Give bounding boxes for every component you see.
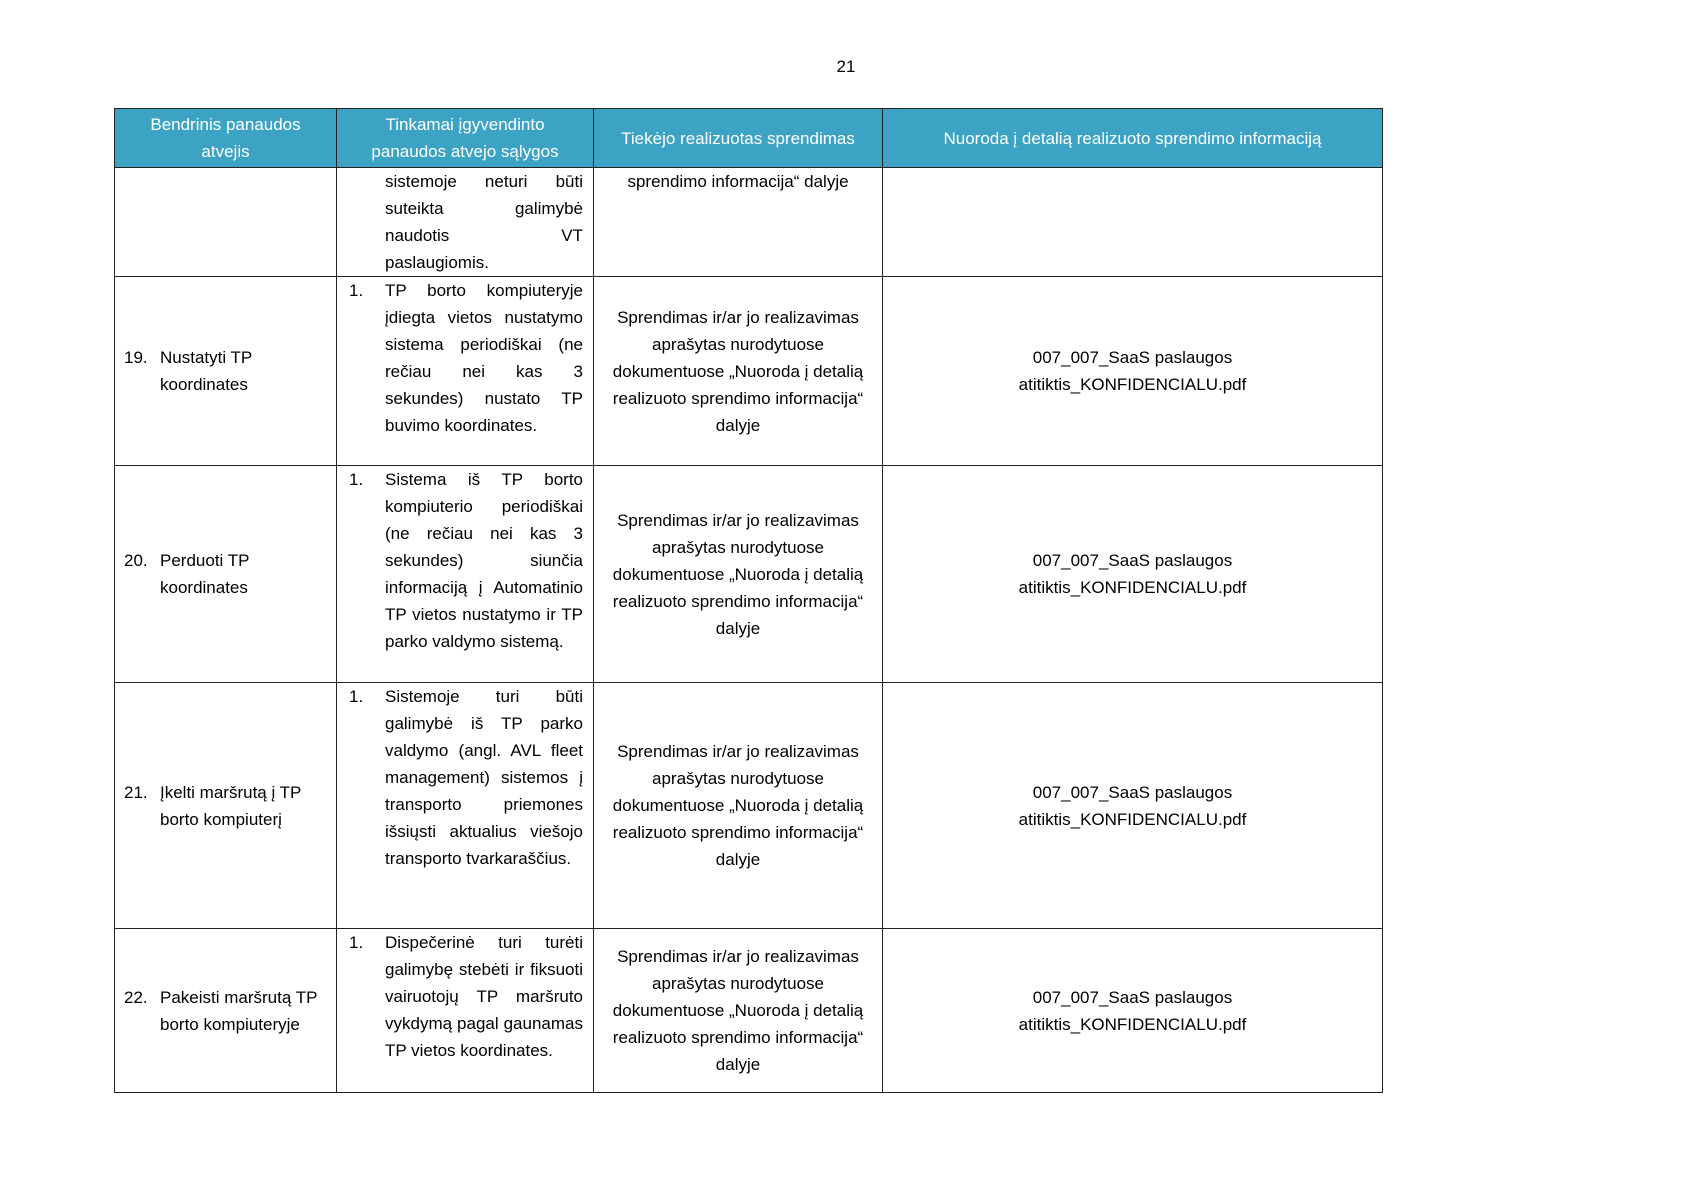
use-case-number: 19. bbox=[124, 348, 148, 367]
link-cell bbox=[883, 277, 1383, 466]
link-cell bbox=[883, 466, 1383, 683]
solution-text: Sprendimas ir/ar jo realizavimas aprašytas nurodytuose dokumentuose „Nuoroda į detalią realizuoto sprendimo informacija“ dalyje bbox=[612, 947, 864, 1074]
conditions-cell bbox=[337, 929, 594, 1093]
use-case-cell bbox=[115, 929, 337, 1093]
use-case-title: Perduoti TP koordinates bbox=[160, 551, 250, 597]
conditions-cell bbox=[337, 683, 594, 929]
header-use-case: Bendrinis panaudos atvejis bbox=[115, 109, 337, 168]
use-case-number: 21. bbox=[124, 782, 148, 802]
solution-cell bbox=[594, 466, 883, 683]
solution-text: Sprendimas ir/ar jo realizavimas aprašytas nurodytuose dokumentuose „Nuoroda į detalią realizuoto sprendimo informacija“ dalyje bbox=[612, 742, 864, 869]
document-link: 007_007_SaaS paslaugos atitiktis_KONFIDENCIALU.pdf bbox=[1018, 551, 1247, 597]
link-cell bbox=[883, 929, 1383, 1093]
conditions-text: sistemoje neturi būti suteikta galimybė naudotis VT paslaugiomis. bbox=[385, 172, 583, 272]
table-row bbox=[115, 168, 1383, 277]
header-conditions: Tinkamai įgyvendinto panaudos atvejo sąlygos bbox=[337, 109, 594, 168]
conditions-cell bbox=[337, 168, 594, 277]
condition-number: 1. bbox=[349, 687, 364, 706]
document-link: 007_007_SaaS paslaugos atitiktis_KONFIDENCIALU.pdf bbox=[1018, 782, 1247, 829]
conditions-text: Sistema iš TP borto kompiuterio periodiškai (ne rečiau nei kas 3 sekundes) siunčia informaciją į Automatinio TP vietos nustatymo ir TP parko valdymo sistemą. bbox=[385, 470, 583, 651]
solution-text: Sprendimas ir/ar jo realizavimas aprašytas nurodytuose dokumentuose „Nuoroda į detalią realizuoto sprendimo informacija“ dalyje bbox=[612, 307, 864, 435]
header-solution: Tiekėjo realizuotas sprendimas bbox=[594, 109, 883, 168]
table-row bbox=[115, 466, 1383, 683]
solution-cell bbox=[594, 277, 883, 466]
condition-number: 1. bbox=[349, 470, 364, 489]
conditions-text: TP borto kompiuteryje įdiegta vietos nustatymo sistema periodiškai (ne rečiau nei kas 3 sekundes) nustato TP buvimo koordinates. bbox=[385, 281, 583, 435]
conditions-text: Dispečerinė turi turėti galimybę stebėti ir fiksuoti vairuotojų TP maršruto vykdymą pagal gaunamas TP vietos koordinates. bbox=[385, 933, 583, 1060]
use-case-cell bbox=[115, 466, 337, 683]
solution-cell bbox=[594, 683, 883, 929]
solution-text: sprendimo informacija“ dalyje bbox=[627, 172, 849, 191]
use-case-cell bbox=[115, 683, 337, 929]
table-row bbox=[115, 929, 1383, 1093]
table-row bbox=[115, 277, 1383, 466]
link-cell bbox=[883, 168, 1383, 277]
document-link: 007_007_SaaS paslaugos atitiktis_KONFIDENCIALU.pdf bbox=[1018, 348, 1247, 394]
use-case-cell bbox=[115, 168, 337, 277]
conditions-text: Sistemoje turi būti galimybė iš TP parko valdymo (angl. AVL fleet management) sistemos į transporto priemones išsiųsti aktualius viešojo transporto tvarkaraščius. bbox=[385, 687, 583, 868]
use-case-number: 20. bbox=[124, 551, 148, 570]
solution-cell bbox=[594, 929, 883, 1093]
use-case-number: 22. bbox=[124, 987, 148, 1007]
use-case-title: Įkelti maršrutą į TP borto kompiuterį bbox=[160, 782, 302, 829]
table-row bbox=[115, 683, 1383, 929]
use-case-title: Nustatyti TP koordinates bbox=[160, 348, 252, 394]
document-link: 007_007_SaaS paslaugos atitiktis_KONFIDENCIALU.pdf bbox=[1018, 987, 1247, 1034]
condition-number: 1. bbox=[349, 933, 364, 952]
conditions-cell bbox=[337, 277, 594, 466]
table-header-row bbox=[115, 109, 1383, 168]
use-case-title: Pakeisti maršrutą TP borto kompiuteryje bbox=[160, 987, 318, 1034]
solution-cell bbox=[594, 168, 883, 277]
page-number: 21 bbox=[836, 57, 856, 76]
conditions-cell bbox=[337, 466, 594, 683]
header-link: Nuoroda į detalią realizuoto sprendimo informaciją bbox=[883, 109, 1383, 168]
use-case-cell bbox=[115, 277, 337, 466]
link-cell bbox=[883, 683, 1383, 929]
use-case-table bbox=[114, 108, 1383, 1093]
solution-text: Sprendimas ir/ar jo realizavimas aprašytas nurodytuose dokumentuose „Nuoroda į detalią realizuoto sprendimo informacija“ dalyje bbox=[612, 510, 864, 638]
condition-number: 1. bbox=[349, 281, 364, 300]
